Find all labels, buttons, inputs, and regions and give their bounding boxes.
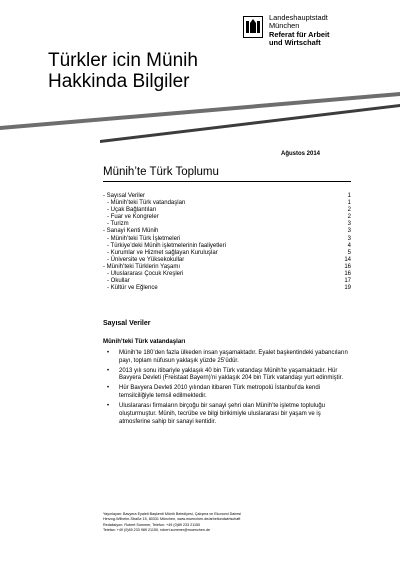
footer-line-3: Redaksiyon: Robert Sommer, Telefon: +49 (0)89 233 21150 (103, 522, 201, 527)
toc-entry-label: - Turizm (107, 221, 129, 228)
toc-entry-page: 1 (347, 193, 351, 199)
toc-entry-label: - Kültür ve Eğlence (107, 285, 158, 292)
toc-entry-label: - Fuar ve Kongreler (107, 214, 159, 221)
bullet-text: 2013 yılı sonu itibariyle yaklaşık 40 bin Türk vatandaşı Münih’te yaşamaktadır. Hür Bavyera Devleti (Freistaat Bayern)’ni yaklaşık 204 bin Türk vatandaşı yurt edinmiştir. (119, 367, 343, 382)
decorative-stripes (0, 88, 400, 148)
toc-entry-label: - Münih’teki Türk vatandaşları (107, 200, 186, 207)
footer-line-4: Telefax: +49 (0)89 233 989 21150, robert.sommer@muenchen.de (103, 527, 211, 532)
toc-entry-page: 16 (344, 263, 351, 270)
issuer-block (269, 14, 330, 48)
toc-entry-label: - Uluslararası Çocuk Kreşleri (107, 271, 184, 278)
bullet-text: Hür Bavyera Devleti 2010 yılından itibaren Türk metropolü İstanbul’da kendi temsilciliğiyle temsil edilmektedir. (119, 385, 320, 400)
toc-entry-label: - Münih’teki Türk İşletmeleri (107, 235, 181, 242)
toc-entry (103, 214, 351, 221)
toc-entry-page: 3 (347, 235, 351, 242)
title-line-2: Hakkinda Bilgiler (48, 71, 190, 92)
bullet-glyph: • (107, 367, 110, 374)
toc-entry-label: - Türkiye’deki Münih işletmelerinin faaliyetleri (107, 242, 226, 249)
title-line-1: Türkler icin Münih (48, 50, 198, 71)
toc-entry-label: - Sayısal Veriler (103, 193, 146, 199)
toc-entry-page: 1 (347, 200, 351, 207)
document-title (48, 50, 198, 92)
toc-entry-page: 16 (344, 271, 351, 278)
footer-imprint (103, 512, 241, 533)
footer-line-1: Yayınlayan: Bavyera Eyaleti Başkenti Münih Belediyesi, Çalışma ve Ekonomi Dairesi (103, 512, 242, 516)
toc-entry-label: - Münih’teki Türklerin Yaşamı (103, 263, 181, 270)
toc-entry-page: 2 (347, 207, 351, 214)
footer-line-2: Herzog-Wilhelm-Straße 15, 80331 München, www.muenchen.de/arbeitundwirtschaft (103, 517, 241, 522)
toc-entry (103, 193, 351, 200)
toc-entry-label: - Uçak Bağlantıları (107, 207, 157, 214)
section-rule (103, 181, 351, 182)
issuer-line-2: München (269, 21, 300, 31)
list-item (103, 403, 353, 426)
document-date: Ağustos 2014 (281, 151, 321, 157)
toc-entry (103, 236, 351, 243)
section-title: Münih’te Türk Toplumu (103, 166, 219, 178)
toc-entry (103, 271, 351, 278)
toc-entry (103, 285, 351, 292)
toc-entry (103, 243, 351, 250)
toc-entry (103, 207, 351, 214)
toc-entry-page: 14 (344, 256, 351, 263)
toc-entry (103, 221, 351, 228)
toc-entry-page: 17 (344, 278, 351, 285)
toc-entry-label: - Okullar (107, 278, 130, 285)
toc-entry-page: 2 (347, 214, 351, 221)
bullet-glyph: • (107, 403, 110, 410)
table-of-contents (103, 193, 351, 292)
toc-entry-page: 5 (347, 249, 351, 256)
toc-entry-page: 19 (344, 285, 351, 292)
toc-entry (103, 257, 351, 264)
munich-coat-of-arms-icon (243, 16, 263, 38)
toc-entry-label: - Üniversite ve Yüksekokullar (107, 256, 185, 263)
toc-entry (103, 264, 351, 271)
toc-entry (103, 250, 351, 257)
bullet-text: Uluslararası firmaların birçoğu bir sanayi şehri olan Münih’te işletme topluluğu oluşturmuştur. Münih, tecrübe ve bilgi birikimiyle uluslararası bir yaşam ve iş atmosferine sahip bir sanayi kentidir. (119, 403, 326, 425)
issuer-line-3: Referat für Arbeit (269, 29, 330, 39)
bullet-text: Münih’te 180’den fazla ülkeden insan yaşamaktadır. Eyalet başkentindeki yabancıların payı, toplam nüfusun yaklaşık yüzde 25’üdür. (119, 350, 348, 364)
bullet-glyph: • (107, 350, 110, 356)
toc-entry-label: - Kurumlar ve Hizmet sağlayan Kuruluşlar (107, 249, 218, 256)
list-item (103, 368, 353, 383)
issuer-line-4: und Wirtschaft (269, 38, 321, 48)
toc-entry-label: - Sanayi Kenti Münih (103, 228, 159, 235)
list-item (103, 350, 353, 365)
toc-entry-page: 3 (347, 228, 351, 235)
toc-entry (103, 228, 351, 235)
body-subheading: Münih’teki Türk vatandaşları (103, 338, 186, 345)
list-item (103, 385, 353, 400)
body-heading: Sayısal Veriler (103, 320, 151, 327)
toc-entry (103, 200, 351, 207)
toc-entry-page: 4 (347, 242, 351, 249)
bullet-list (103, 350, 353, 429)
toc-entry-page: 3 (347, 221, 351, 228)
bullet-glyph: • (107, 385, 110, 392)
issuer-line-1: Landeshauptstadt (269, 13, 328, 22)
toc-entry (103, 278, 351, 285)
